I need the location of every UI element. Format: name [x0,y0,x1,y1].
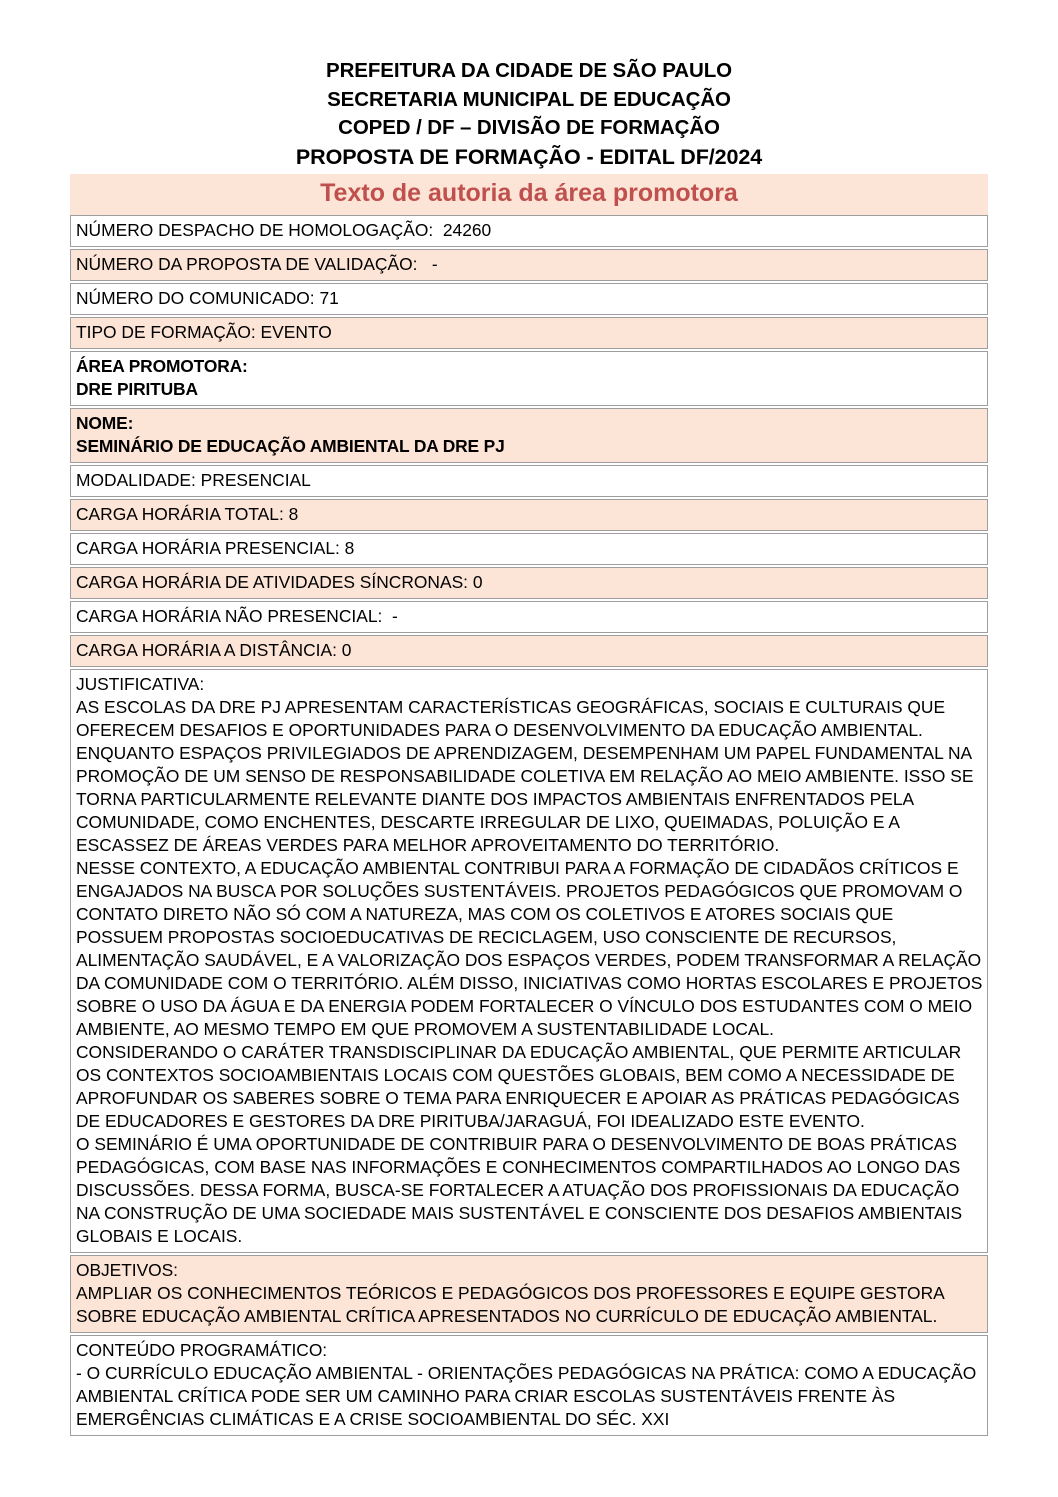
field-tipo-formacao: TIPO DE FORMAÇÃO: EVENTO [76,322,332,342]
field-carga-nao-presencial: CARGA HORÁRIA NÃO PRESENCIAL: - [76,606,398,626]
label-conteudo-programatico: CONTEÚDO PROGRAMÁTICO: [76,1340,328,1360]
header-line-prefeitura: PREFEITURA DA CIDADE DE SÃO PAULO [326,59,732,82]
table-row-carga-distancia [70,635,988,667]
cell-despacho [70,215,988,247]
table-row-justificativa [70,669,988,1253]
cell-conteudo-programatico [70,1335,988,1436]
table-row-carga-presencial [70,533,988,565]
label-area-promotora: ÁREA PROMOTORA: [76,356,248,376]
field-carga-distancia: CARGA HORÁRIA A DISTÂNCIA: 0 [76,640,352,660]
table-row-carga-total [70,499,988,531]
value-area-promotora: DRE PIRITUBA [76,379,198,399]
cell-proposta-validacao [70,249,988,281]
table-row-comunicado [70,283,988,315]
cell-tipo-formacao [70,317,988,349]
field-carga-total: CARGA HORÁRIA TOTAL: 8 [76,504,299,524]
table-row-nome [70,408,988,463]
table-row-carga-nao-presencial [70,601,988,633]
table-row-proposta-validacao [70,249,988,281]
cell-modalidade [70,465,988,497]
document-header [0,0,1058,171]
cell-carga-total [70,499,988,531]
proposal-form-table [70,215,988,1436]
cell-nome [70,408,988,463]
authorship-banner [70,174,988,215]
field-comunicado: NÚMERO DO COMUNICADO: 71 [76,288,339,308]
cell-carga-sincronas [70,567,988,599]
justificativa-paragraph-1: AS ESCOLAS DA DRE PJ APRESENTAM CARACTERÍSTICAS GEOGRÁFICAS, SOCIAIS E CULTURAIS QUE OFERECEM DESAFIOS E OPORTUNIDADES PARA O DESENVOLVIMENTO DA EDUCAÇÃO AMBIENTAL. ENQUANTO ESPAÇOS PRIVILEGIADOS DE APRENDIZAGEM, DESEMPENHAM UM PAPEL FUNDAMENTAL NA PROMOÇÃO DE UM SENSO DE RESPONSABILIDADE COLETIVA EM RELAÇÃO AO MEIO AMBIENTE. ISSO SE TORNA PARTICULARMENTE RELEVANTE DIANTE DOS IMPACTOS AMBIENTAIS ENFRENTADOS PELA COMUNIDADE, COMO ENCHENTES, DESCARTE IRREGULAR DE LIXO, QUEIMADAS, POLUIÇÃO E A ESCASSEZ DE ÁREAS VERDES PARA MELHOR APROVEITAMENTO DO TERRITÓRIO. [76,697,978,855]
header-line-coped: COPED / DF – DIVISÃO DE FORMAÇÃO [338,116,720,139]
header-line-secretaria: SECRETARIA MUNICIPAL DE EDUCAÇÃO [327,87,731,111]
authorship-banner-text: Texto de autoria da área promotora [320,179,738,207]
cell-carga-presencial [70,533,988,565]
justificativa-paragraph-3: CONSIDERANDO O CARÁTER TRANSDISCIPLINAR DA EDUCAÇÃO AMBIENTAL, QUE PERMITE ARTICULAR OS CONTEXTOS SOCIOAMBIENTAIS LOCAIS COM QUESTÕES GLOBAIS, BEM COMO A NECESSIDADE DE APROFUNDAR OS SABERES SOBRE O TEMA PARA ENRIQUECER E APOIAR AS PRÁTICAS PEDAGÓGICAS DE EDUCADORES E GESTORES DA DRE PIRITUBA/JARAGUÁ, FOI IDEALIZADO ESTE EVENTO. [76,1042,966,1131]
table-row-conteudo-programatico [70,1335,988,1436]
cell-carga-nao-presencial [70,601,988,633]
table-row-modalidade [70,465,988,497]
cell-carga-distancia [70,635,988,667]
cell-objetivos [70,1255,988,1333]
table-row-area-promotora [70,351,988,406]
table-row-tipo-formacao [70,317,988,349]
field-carga-presencial: CARGA HORÁRIA PRESENCIAL: 8 [76,538,355,558]
table-row-despacho [70,215,988,247]
justificativa-paragraph-4: O SEMINÁRIO É UMA OPORTUNIDADE DE CONTRIBUIR PARA O DESENVOLVIMENTO DE BOAS PRÁTICAS PEDAGÓGICAS, COM BASE NAS INFORMAÇÕES E CONHECIMENTOS COMPARTILHADOS AO LONGO DAS DISCUSSÕES. DESSA FORMA, BUSCA-SE FORTALECER A ATUAÇÃO DOS PROFISSIONAIS DA EDUCAÇÃO NA CONSTRUÇÃO DE UMA SOCIEDADE MAIS SUSTENTÁVEL E CONSCIENTE DOS DESAFIOS AMBIENTAIS GLOBAIS E LOCAIS. [76,1134,967,1246]
field-modalidade: MODALIDADE: PRESENCIAL [76,470,311,490]
label-justificativa: JUSTIFICATIVA: [76,674,205,694]
cell-justificativa [70,669,988,1253]
table-row-objetivos [70,1255,988,1333]
field-despacho-homologacao: NÚMERO DESPACHO DE HOMOLOGAÇÃO: 24260 [76,220,492,240]
value-nome: SEMINÁRIO DE EDUCAÇÃO AMBIENTAL DA DRE PJ [76,436,505,456]
header-line-proposta: PROPOSTA DE FORMAÇÃO - EDITAL DF/2024 [295,144,763,169]
field-carga-sincronas: CARGA HORÁRIA DE ATIVIDADES SÍNCRONAS: 0 [76,572,483,592]
conteudo-programatico-text: - O CURRÍCULO EDUCAÇÃO AMBIENTAL - ORIENTAÇÕES PEDAGÓGICAS NA PRÁTICA: COMO A EDUCAÇÃO AMBIENTAL CRÍTICA PODE SER UM CAMINHO PARA CRIAR ESCOLAS SUSTENTÁVEIS FRENTE ÀS EMERGÊNCIAS CLIMÁTICAS E A CRISE SOCIOAMBIENTAL DO SÉC. XXI [76,1363,981,1429]
field-proposta-validacao: NÚMERO DA PROPOSTA DE VALIDAÇÃO: - [76,254,438,274]
justificativa-paragraph-2: NESSE CONTEXTO, A EDUCAÇÃO AMBIENTAL CONTRIBUI PARA A FORMAÇÃO DE CIDADÃOS CRÍTICOS E ENGAJADOS NA BUSCA POR SOLUÇÕES SUSTENTÁVEIS. PROJETOS PEDAGÓGICOS QUE PROMOVAM O CONTATO DIRETO NÃO SÓ COM A NATUREZA, MAS COM OS COLETIVOS E ATORES SOCIAIS QUE POSSUEM PROPOSTAS SOCIOEDUCATIVAS DE RECICLAGEM, USO CONSCIENTE DE RECURSOS, ALIMENTAÇÃO SAUDÁVEL, E A VALORIZAÇÃO DOS ESPAÇOS VERDES, PODEM TRANSFORMAR A RELAÇÃO DA COMUNIDADE COM O TERRITÓRIO. ALÉM DISSO, INICIATIVAS COMO HORTAS ESCOLARES E PROJETOS SOBRE O USO DA ÁGUA E DA ENERGIA PODEM FORTALECER O VÍNCULO DOS ESTUDANTES COM O MEIO AMBIENTE, AO MESMO TEMPO EM QUE PROMOVEM A SUSTENTABILIDADE LOCAL. [76,858,988,1039]
cell-area-promotora [70,351,988,406]
label-nome: NOME: [76,413,134,433]
objetivos-text: AMPLIAR OS CONHECIMENTOS TEÓRICOS E PEDAGÓGICOS DOS PROFESSORES E EQUIPE GESTORA SOBRE EDUCAÇÃO AMBIENTAL CRÍTICA APRESENTADOS NO CURRÍCULO DE EDUCAÇÃO AMBIENTAL. [76,1283,949,1326]
cell-comunicado [70,283,988,315]
table-row-carga-sincronas [70,567,988,599]
label-objetivos: OBJETIVOS: [76,1260,178,1280]
